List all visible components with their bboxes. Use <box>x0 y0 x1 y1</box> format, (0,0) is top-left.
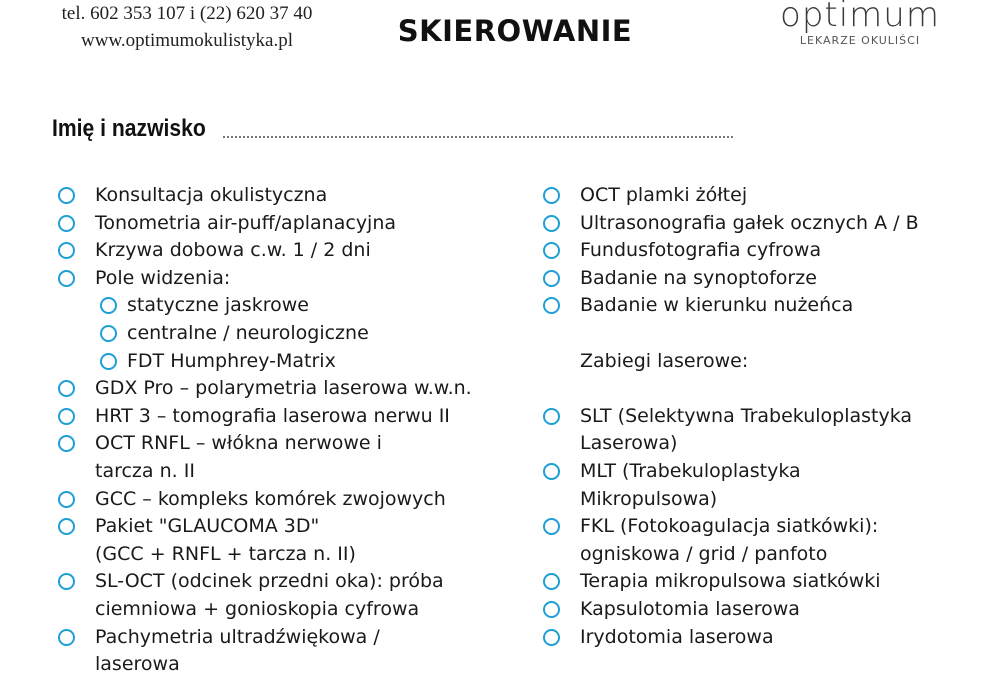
checklist-item-label: Badanie na synoptoforze <box>580 266 817 289</box>
checklist-item <box>58 486 498 514</box>
checklist-item-label: FKL (Fotokoagulacja siatkówki): ogniskowa / grid / panfoto <box>580 515 879 565</box>
checklist-item <box>543 403 983 458</box>
checklist-item <box>543 596 983 624</box>
checklist-item <box>543 182 983 210</box>
checklist-item <box>58 568 498 623</box>
circle-checkbox-icon[interactable] <box>58 187 75 204</box>
list-spacer <box>543 320 983 348</box>
checklist-item <box>543 513 983 568</box>
circle-checkbox-icon[interactable] <box>58 270 75 287</box>
checklist-item <box>543 624 983 652</box>
logo-name: optimum <box>780 0 940 35</box>
checklist-item <box>543 210 983 238</box>
patient-name-row <box>52 115 733 143</box>
checklist-item <box>58 375 498 403</box>
circle-checkbox-icon[interactable] <box>543 629 560 646</box>
checklist-item-label: Pachymetria ultradźwiękowa / laserowa <box>95 625 380 676</box>
circle-checkbox-icon[interactable] <box>58 215 75 232</box>
right-procedure-list <box>543 182 983 651</box>
checklist-item <box>58 182 498 210</box>
circle-checkbox-icon[interactable] <box>58 408 75 425</box>
website-address: www.optimumokulistyka.pl <box>81 30 293 51</box>
sub-checklist-item <box>58 348 498 376</box>
circle-checkbox-icon[interactable] <box>58 629 75 646</box>
circle-checkbox-icon[interactable] <box>543 297 560 314</box>
circle-checkbox-icon[interactable] <box>543 518 560 535</box>
checklist-item-label: Ultrasonografia gałek ocznych A / B <box>580 211 919 234</box>
checklist-item <box>58 624 498 679</box>
checklist-item <box>543 292 983 320</box>
checklist-item-label: centralne / neurologiczne <box>127 321 369 344</box>
checklist-item-label: Terapia mikropulsowa siatkówki <box>580 570 881 593</box>
checklist-item-label: FDT Humphrey-Matrix <box>127 349 336 372</box>
circle-checkbox-icon[interactable] <box>100 325 117 342</box>
sub-checklist-item <box>58 292 498 320</box>
checklist-item-label: OCT plamki żółtej <box>580 184 748 206</box>
checklist-item <box>58 265 498 293</box>
checklist-item-label: SL-OCT (odcinek przedni oka): próba ciemniowa + gonioskopia cyfrowa <box>95 570 444 620</box>
checklist-item-label: Pole widzenia: <box>95 266 231 289</box>
logo-subtitle: LEKARZE OKULIŚCI <box>799 34 921 47</box>
checklist-item-label: GCC – kompleks komórek zwojowych <box>95 487 446 510</box>
circle-checkbox-icon[interactable] <box>58 573 75 590</box>
circle-checkbox-icon[interactable] <box>543 215 560 232</box>
checklist-item <box>58 513 498 568</box>
laser-section-header: Zabiegi laserowe: <box>580 349 749 372</box>
sub-checklist-item <box>58 320 498 348</box>
checklist-item-label: GDX Pro – polarymetria laserowa w.w.n. <box>95 377 472 400</box>
circle-checkbox-icon[interactable] <box>543 242 560 259</box>
checklist-item-label: Pakiet "GLAUCOMA 3D" (GCC + RNFL + tarcza n. II) <box>95 515 356 565</box>
checklist-item-label: Krzywa dobowa c.w. 1 / 2 dni <box>95 239 371 262</box>
circle-checkbox-icon[interactable] <box>543 270 560 287</box>
circle-checkbox-icon[interactable] <box>543 463 560 480</box>
circle-checkbox-icon[interactable] <box>543 601 560 618</box>
checklist-item <box>58 430 498 485</box>
left-procedure-list <box>58 182 498 679</box>
checklist-item <box>543 237 983 265</box>
circle-checkbox-icon[interactable] <box>543 573 560 590</box>
checklist-item <box>543 458 983 513</box>
checklist-item-label: Kapsulotomia laserowa <box>580 597 800 620</box>
circle-checkbox-icon[interactable] <box>58 380 75 397</box>
circle-checkbox-icon[interactable] <box>58 242 75 259</box>
checklist-item-label: OCT RNFL – włókna nerwowe i tarcza n. II <box>95 432 382 482</box>
checklist-item <box>58 237 498 265</box>
checklist-item <box>58 403 498 431</box>
checklist-item-label: MLT (Trabekuloplastyka Mikropulsowa) <box>580 459 801 510</box>
list-spacer <box>543 375 983 403</box>
checklist-item-label: Konsultacja okulistyczna <box>95 184 328 206</box>
patient-name-label: Imię i nazwisko <box>52 115 206 142</box>
phone-number: tel. 602 353 107 i (22) 620 37 40 <box>61 3 313 24</box>
checklist-item <box>58 210 498 238</box>
circle-checkbox-icon[interactable] <box>543 408 560 425</box>
checklist-item-label: Badanie w kierunku nużeńca <box>580 294 854 317</box>
checklist-item <box>543 568 983 596</box>
circle-checkbox-icon[interactable] <box>58 491 75 508</box>
checklist-item <box>543 265 983 293</box>
checklist-item-label: statyczne jaskrowe <box>127 294 309 317</box>
circle-checkbox-icon[interactable] <box>100 353 117 370</box>
circle-checkbox-icon[interactable] <box>543 187 560 204</box>
patient-name-field[interactable] <box>223 136 733 138</box>
circle-checkbox-icon[interactable] <box>58 435 75 452</box>
document-title: SKIEROWANIE <box>397 14 633 48</box>
checklist-item-label: HRT 3 – tomografia laserowa nerwu II <box>95 404 450 427</box>
checklist-item-label: SLT (Selektywna Trabekuloplastyka Laserowa) <box>580 404 913 455</box>
circle-checkbox-icon[interactable] <box>58 518 75 535</box>
checklist-item-label: Tonometria air-puff/aplanacyjna <box>95 211 397 234</box>
checklist-item-label: Fundusfotografia cyfrowa <box>580 239 822 262</box>
circle-checkbox-icon[interactable] <box>100 297 117 314</box>
checklist-item-label: Irydotomia laserowa <box>580 625 774 648</box>
contact-info <box>52 0 322 54</box>
clinic-logo <box>760 0 960 47</box>
